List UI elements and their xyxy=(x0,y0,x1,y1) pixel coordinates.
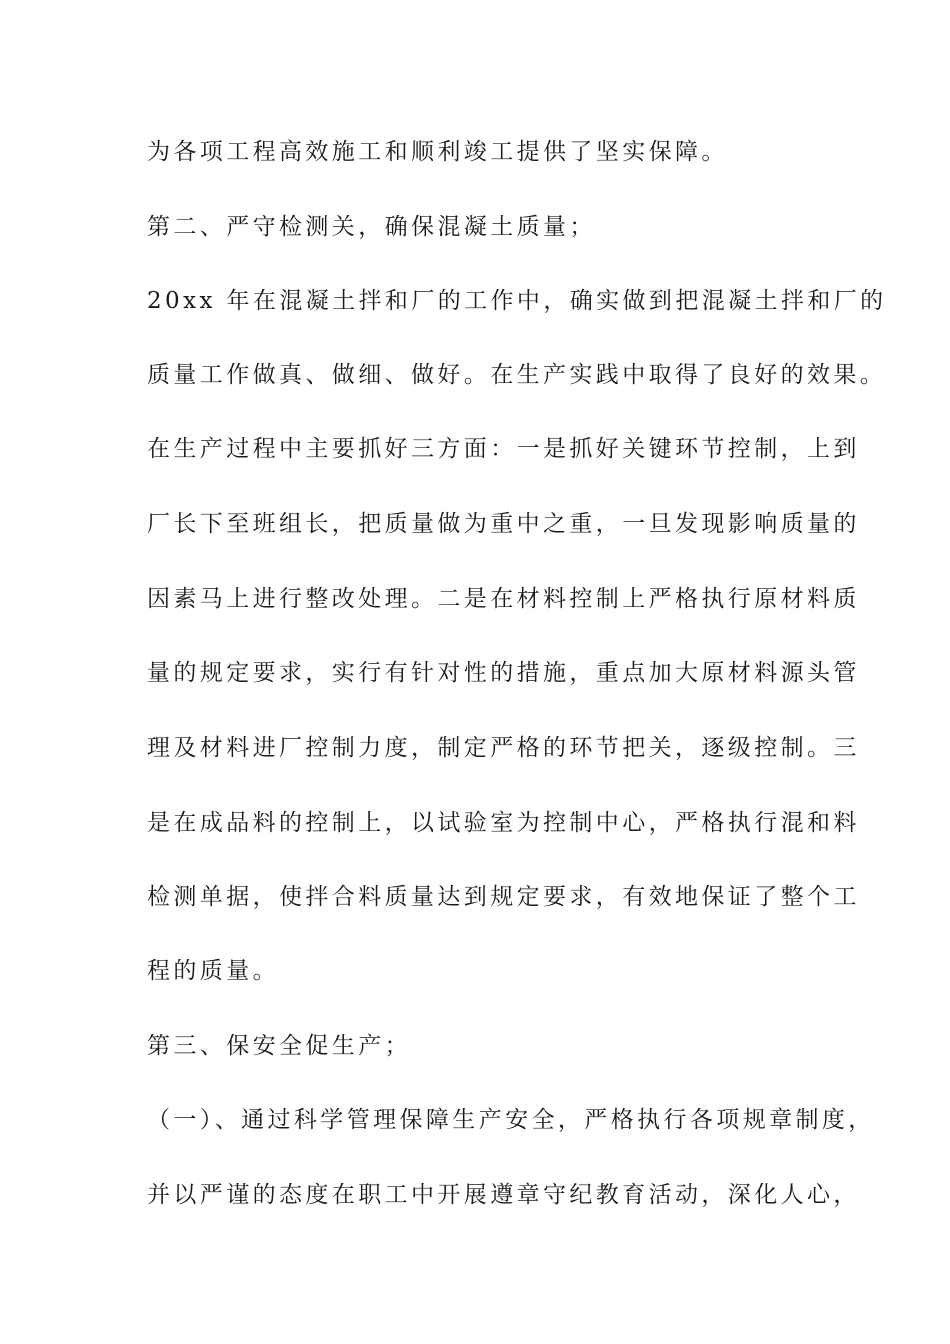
paragraph-line: 质量工作做真、做细、做好。在生产实践中取得了良好的效果。 xyxy=(147,362,887,388)
paragraph-line: （一）、通过科学管理保障生产安全，严格执行各项规章制度， xyxy=(147,1107,875,1133)
paragraph-line: 理及材料进厂控制力度，制定严格的环节把关，逐级控制。三 xyxy=(147,735,860,761)
section-heading: 第三、保安全促生产； xyxy=(147,1033,411,1059)
paragraph-line: 量的规定要求，实行有针对性的措施，重点加大原材料源头管 xyxy=(147,660,860,686)
paragraph-line: 是在成品料的控制上，以试验室为控制中心，严格执行混和料 xyxy=(147,810,860,836)
paragraph-line: 为各项工程高效施工和顺利竣工提供了坚实保障。 xyxy=(147,139,728,165)
paragraph-line: 20xx 年在混凝土拌和厂的工作中，确实做到把混凝土拌和厂的 xyxy=(147,288,887,314)
paragraph-line: 并以严谨的态度在职工中开展遵章守纪教育活动，深化人心， xyxy=(147,1182,860,1208)
section-heading: 第二、严守检测关，确保混凝土质量； xyxy=(147,214,596,240)
paragraph-line: 因素马上进行整改处理。二是在材料控制上严格执行原材料质 xyxy=(147,586,860,612)
paragraph-line: 检测单据，使拌合料质量达到规定要求，有效地保证了整个工 xyxy=(147,884,860,910)
paragraph-line: 厂长下至班组长，把质量做为重中之重，一旦发现影响质量的 xyxy=(147,511,860,537)
paragraph-line: 在生产过程中主要抓好三方面：一是抓好关键环节控制，上到 xyxy=(147,436,860,462)
paragraph-line: 程的质量。 xyxy=(147,958,279,984)
